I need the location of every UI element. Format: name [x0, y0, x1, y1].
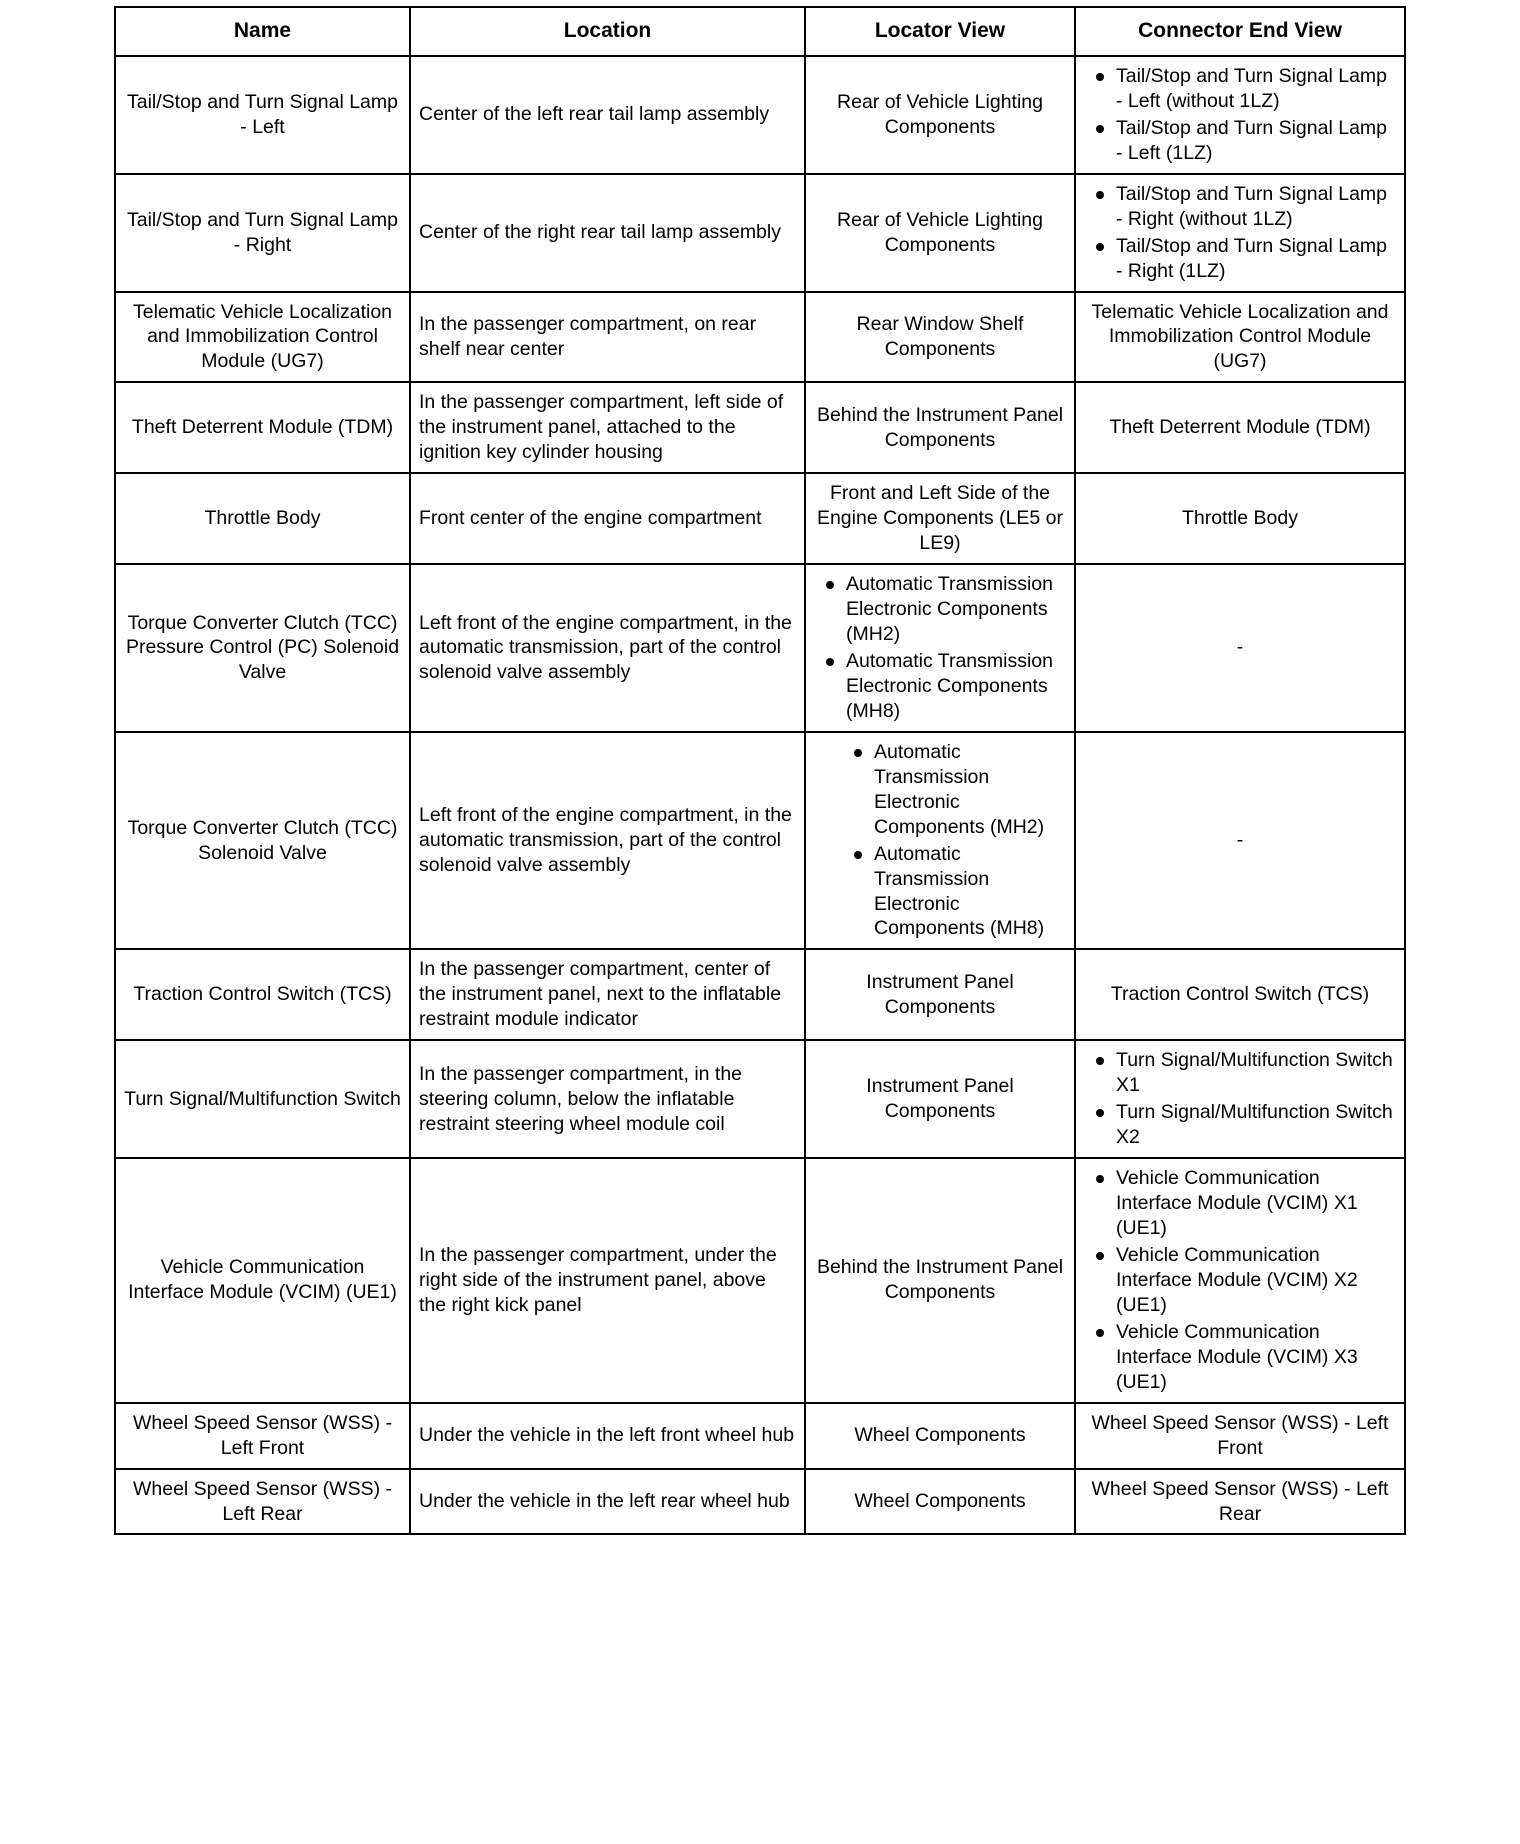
cell-location: Center of the left rear tail lamp assembly [410, 56, 805, 174]
cell-location: In the passenger compartment, under the right side of the instrument panel, above the right kick panel [410, 1158, 805, 1403]
cell-location: Left front of the engine compartment, in the automatic transmission, part of the control solenoid valve assembly [410, 564, 805, 732]
cell-locator-view: Wheel Components [805, 1469, 1075, 1535]
cell-connector-end-view [1075, 56, 1405, 174]
table-row [115, 174, 1405, 292]
cell-name: Turn Signal/Multifunction Switch [115, 1040, 410, 1158]
cell-connector-end-view: Theft Deterrent Module (TDM) [1075, 382, 1405, 473]
table-row [115, 382, 1405, 473]
cell-location: Under the vehicle in the left rear wheel hub [410, 1469, 805, 1535]
list-item: Tail/Stop and Turn Signal Lamp - Left (without 1LZ) [1114, 64, 1396, 114]
connector-end-view-list [1084, 64, 1396, 166]
locator-view-list [814, 572, 1066, 724]
column-header-name: Name [115, 7, 410, 56]
list-item: Tail/Stop and Turn Signal Lamp - Left (1LZ) [1114, 116, 1396, 166]
column-header-location: Location [410, 7, 805, 56]
table-row [115, 1158, 1405, 1403]
cell-name: Telematic Vehicle Localization and Immobilization Control Module (UG7) [115, 292, 410, 383]
table-row [115, 473, 1405, 564]
cell-locator-view: Rear Window Shelf Components [805, 292, 1075, 383]
connector-end-view-list [1084, 182, 1396, 284]
cell-location: In the passenger compartment, in the steering column, below the inflatable restraint steering wheel module coil [410, 1040, 805, 1158]
cell-locator-view: Instrument Panel Components [805, 949, 1075, 1040]
cell-locator-view: Front and Left Side of the Engine Components (LE5 or LE9) [805, 473, 1075, 564]
cell-name: Vehicle Communication Interface Module (VCIM) (UE1) [115, 1158, 410, 1403]
cell-connector-end-view: Wheel Speed Sensor (WSS) - Left Front [1075, 1403, 1405, 1469]
cell-name: Throttle Body [115, 473, 410, 564]
cell-name: Torque Converter Clutch (TCC) Solenoid Valve [115, 732, 410, 950]
cell-location: In the passenger compartment, center of the instrument panel, next to the inflatable restraint module indicator [410, 949, 805, 1040]
cell-connector-end-view: Wheel Speed Sensor (WSS) - Left Rear [1075, 1469, 1405, 1535]
cell-location: Front center of the engine compartment [410, 473, 805, 564]
cell-locator-view: Instrument Panel Components [805, 1040, 1075, 1158]
cell-name: Torque Converter Clutch (TCC) Pressure Control (PC) Solenoid Valve [115, 564, 410, 732]
list-item: Automatic Transmission Electronic Components (MH2) [844, 572, 1066, 647]
cell-location: In the passenger compartment, left side of the instrument panel, attached to the ignition key cylinder housing [410, 382, 805, 473]
cell-name: Wheel Speed Sensor (WSS) - Left Rear [115, 1469, 410, 1535]
connector-end-view-list [1084, 1048, 1396, 1150]
cell-locator-view: Rear of Vehicle Lighting Components [805, 56, 1075, 174]
cell-connector-end-view [1075, 1158, 1405, 1403]
cell-locator-view [805, 732, 1075, 950]
cell-name: Traction Control Switch (TCS) [115, 949, 410, 1040]
cell-connector-end-view: - [1075, 564, 1405, 732]
cell-name: Tail/Stop and Turn Signal Lamp - Right [115, 174, 410, 292]
table-row [115, 1469, 1405, 1535]
cell-locator-view: Rear of Vehicle Lighting Components [805, 174, 1075, 292]
cell-location: In the passenger compartment, on rear shelf near center [410, 292, 805, 383]
table-row [115, 56, 1405, 174]
list-item: Vehicle Communication Interface Module (VCIM) X3 (UE1) [1114, 1320, 1396, 1395]
cell-connector-end-view: Throttle Body [1075, 473, 1405, 564]
list-item: Tail/Stop and Turn Signal Lamp - Right (without 1LZ) [1114, 182, 1396, 232]
cell-connector-end-view: Traction Control Switch (TCS) [1075, 949, 1405, 1040]
list-item: Turn Signal/Multifunction Switch X2 [1114, 1100, 1396, 1150]
table-row [115, 292, 1405, 383]
cell-name: Tail/Stop and Turn Signal Lamp - Left [115, 56, 410, 174]
cell-locator-view: Behind the Instrument Panel Components [805, 382, 1075, 473]
cell-locator-view [805, 564, 1075, 732]
list-item: Vehicle Communication Interface Module (VCIM) X2 (UE1) [1114, 1243, 1396, 1318]
cell-name: Wheel Speed Sensor (WSS) - Left Front [115, 1403, 410, 1469]
table-row [115, 1040, 1405, 1158]
cell-location: Under the vehicle in the left front wheel hub [410, 1403, 805, 1469]
list-item: Automatic Transmission Electronic Components (MH8) [844, 649, 1066, 724]
cell-connector-end-view: - [1075, 732, 1405, 950]
cell-connector-end-view: Telematic Vehicle Localization and Immobilization Control Module (UG7) [1075, 292, 1405, 383]
list-item: Automatic Transmission Electronic Components (MH8) [872, 842, 1066, 942]
list-item: Tail/Stop and Turn Signal Lamp - Right (1LZ) [1114, 234, 1396, 284]
list-item: Automatic Transmission Electronic Components (MH2) [872, 740, 1066, 840]
cell-locator-view: Behind the Instrument Panel Components [805, 1158, 1075, 1403]
table-row [115, 1403, 1405, 1469]
locator-view-list [814, 740, 1066, 942]
cell-locator-view: Wheel Components [805, 1403, 1075, 1469]
cell-connector-end-view [1075, 1040, 1405, 1158]
cell-name: Theft Deterrent Module (TDM) [115, 382, 410, 473]
table-row [115, 949, 1405, 1040]
table-header-row [115, 7, 1405, 56]
connector-end-view-list [1084, 1166, 1396, 1395]
table-row [115, 564, 1405, 732]
cell-location: Left front of the engine compartment, in the automatic transmission, part of the control solenoid valve assembly [410, 732, 805, 950]
cell-location: Center of the right rear tail lamp assembly [410, 174, 805, 292]
component-locator-table [114, 6, 1406, 1535]
column-header-connector-end-view: Connector End View [1075, 7, 1405, 56]
cell-connector-end-view [1075, 174, 1405, 292]
table-row [115, 732, 1405, 950]
list-item: Turn Signal/Multifunction Switch X1 [1114, 1048, 1396, 1098]
list-item: Vehicle Communication Interface Module (VCIM) X1 (UE1) [1114, 1166, 1396, 1241]
column-header-locator-view: Locator View [805, 7, 1075, 56]
